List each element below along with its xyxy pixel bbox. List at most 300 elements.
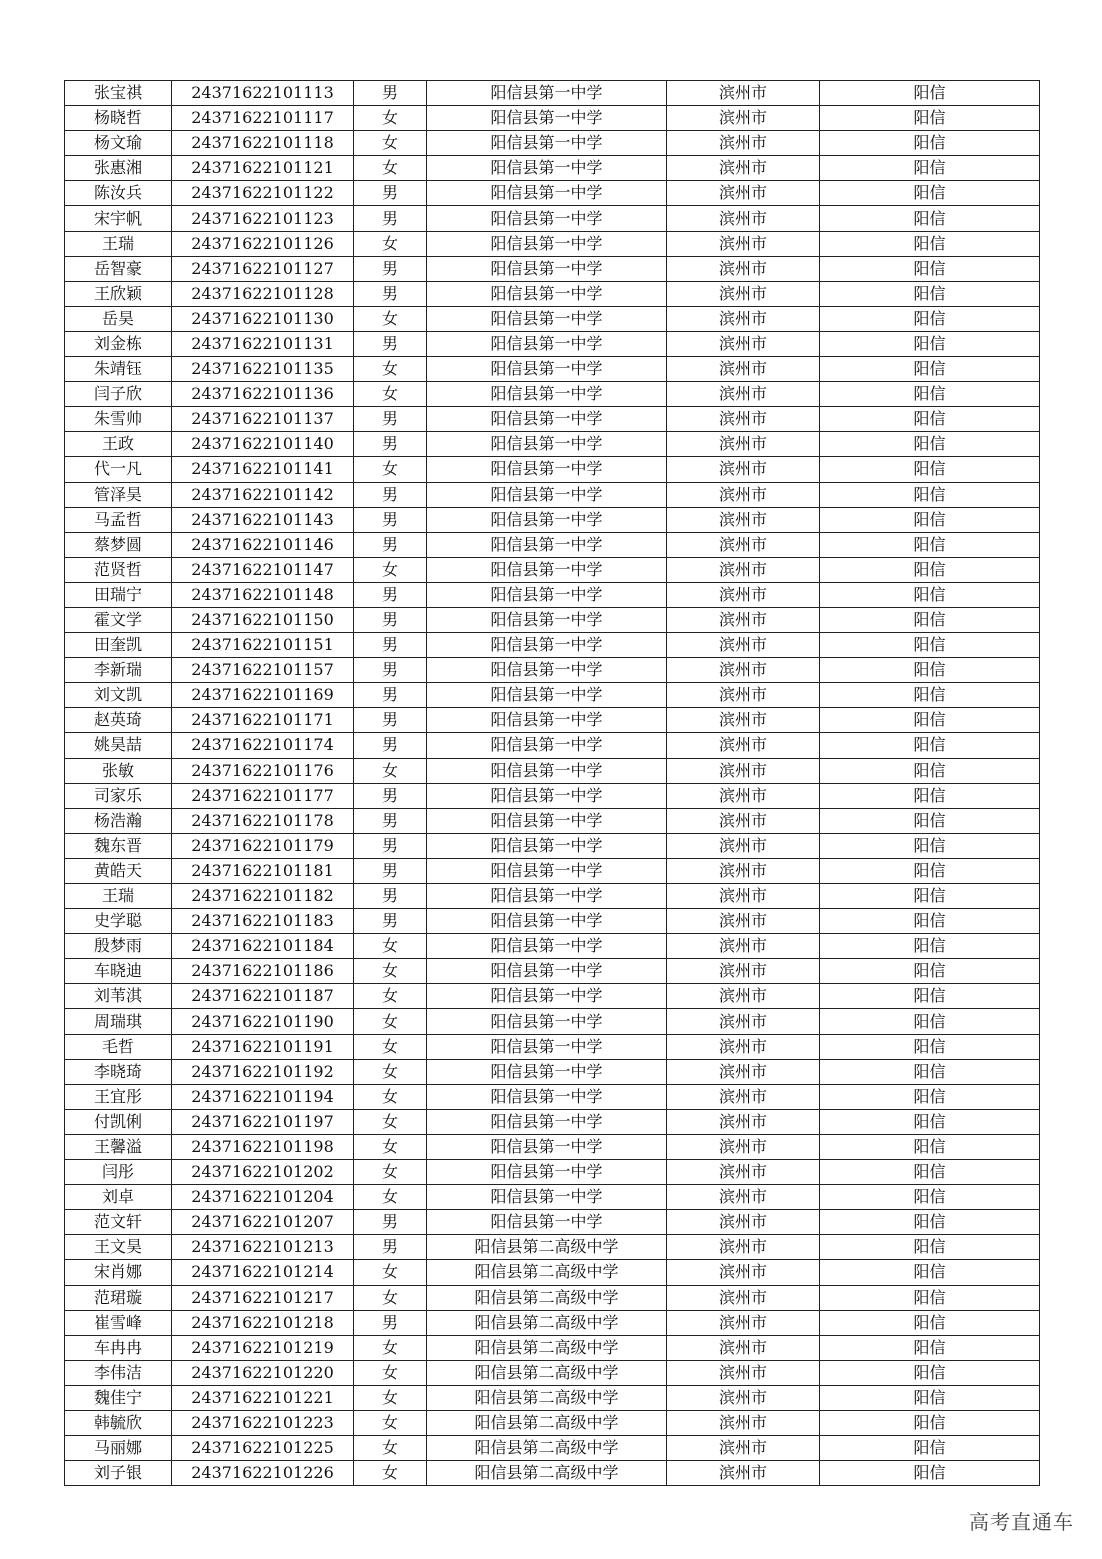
gender-cell: 女 [354, 457, 427, 482]
gender-cell: 女 [354, 1185, 427, 1210]
county-cell: 阳信 [820, 758, 1040, 783]
name-cell: 王馨溢 [65, 1134, 172, 1159]
table-row [65, 482, 1040, 507]
city-cell: 滨州市 [667, 1210, 820, 1235]
exam-number-cell: 24371622101176 [172, 758, 354, 783]
exam-number-cell: 24371622101186 [172, 959, 354, 984]
city-cell: 滨州市 [667, 557, 820, 582]
city-cell: 滨州市 [667, 482, 820, 507]
city-cell: 滨州市 [667, 758, 820, 783]
name-cell: 田奎凯 [65, 633, 172, 658]
name-cell: 刘金栋 [65, 331, 172, 356]
city-cell: 滨州市 [667, 984, 820, 1009]
county-cell: 阳信 [820, 457, 1040, 482]
table-row [65, 1310, 1040, 1335]
table-row [65, 783, 1040, 808]
school-cell: 阳信县第一中学 [427, 407, 667, 432]
city-cell: 滨州市 [667, 106, 820, 131]
county-cell: 阳信 [820, 507, 1040, 532]
table-row [65, 633, 1040, 658]
table-row [65, 1134, 1040, 1159]
name-cell: 刘子银 [65, 1461, 172, 1486]
county-cell: 阳信 [820, 808, 1040, 833]
school-cell: 阳信县第二高级中学 [427, 1310, 667, 1335]
gender-cell: 男 [354, 206, 427, 231]
exam-number-cell: 24371622101192 [172, 1059, 354, 1084]
name-cell: 崔雪峰 [65, 1310, 172, 1335]
school-cell: 阳信县第一中学 [427, 783, 667, 808]
table-row [65, 934, 1040, 959]
table-row [65, 909, 1040, 934]
name-cell: 韩毓欣 [65, 1410, 172, 1435]
gender-cell: 女 [354, 1134, 427, 1159]
name-cell: 刘文凯 [65, 683, 172, 708]
gender-cell: 男 [354, 808, 427, 833]
school-cell: 阳信县第一中学 [427, 357, 667, 382]
name-cell: 杨晓哲 [65, 106, 172, 131]
exam-number-cell: 24371622101147 [172, 557, 354, 582]
name-cell: 岳智豪 [65, 256, 172, 281]
exam-number-cell: 24371622101177 [172, 783, 354, 808]
school-cell: 阳信县第二高级中学 [427, 1436, 667, 1461]
county-cell: 阳信 [820, 959, 1040, 984]
gender-cell: 女 [354, 357, 427, 382]
exam-number-cell: 24371622101117 [172, 106, 354, 131]
school-cell: 阳信县第一中学 [427, 1109, 667, 1134]
table-row [65, 1009, 1040, 1034]
name-cell: 蔡梦圆 [65, 532, 172, 557]
name-cell: 张敏 [65, 758, 172, 783]
city-cell: 滨州市 [667, 959, 820, 984]
city-cell: 滨州市 [667, 582, 820, 607]
city-cell: 滨州市 [667, 507, 820, 532]
table-row [65, 658, 1040, 683]
gender-cell: 男 [354, 407, 427, 432]
county-cell: 阳信 [820, 1160, 1040, 1185]
watermark-text: 高考直通车 [969, 1510, 1074, 1534]
county-cell: 阳信 [820, 407, 1040, 432]
exam-number-cell: 24371622101137 [172, 407, 354, 432]
table-row [65, 106, 1040, 131]
gender-cell: 男 [354, 708, 427, 733]
exam-number-cell: 24371622101150 [172, 607, 354, 632]
county-cell: 阳信 [820, 607, 1040, 632]
table-row [65, 1410, 1040, 1435]
table-row [65, 1034, 1040, 1059]
gender-cell: 男 [354, 582, 427, 607]
roster-table [64, 80, 1040, 1486]
county-cell: 阳信 [820, 1360, 1040, 1385]
table-row [65, 407, 1040, 432]
school-cell: 阳信县第一中学 [427, 607, 667, 632]
gender-cell: 女 [354, 1461, 427, 1486]
name-cell: 史学聪 [65, 909, 172, 934]
school-cell: 阳信县第一中学 [427, 382, 667, 407]
city-cell: 滨州市 [667, 658, 820, 683]
gender-cell: 女 [354, 131, 427, 156]
exam-number-cell: 24371622101179 [172, 833, 354, 858]
table-row [65, 1160, 1040, 1185]
gender-cell: 女 [354, 758, 427, 783]
exam-number-cell: 24371622101197 [172, 1109, 354, 1134]
city-cell: 滨州市 [667, 934, 820, 959]
gender-cell: 男 [354, 507, 427, 532]
city-cell: 滨州市 [667, 156, 820, 181]
school-cell: 阳信县第一中学 [427, 156, 667, 181]
name-cell: 闫彤 [65, 1160, 172, 1185]
name-cell: 管泽昊 [65, 482, 172, 507]
county-cell: 阳信 [820, 382, 1040, 407]
school-cell: 阳信县第一中学 [427, 206, 667, 231]
gender-cell: 男 [354, 281, 427, 306]
city-cell: 滨州市 [667, 683, 820, 708]
school-cell: 阳信县第一中学 [427, 833, 667, 858]
county-cell: 阳信 [820, 1034, 1040, 1059]
city-cell: 滨州市 [667, 633, 820, 658]
name-cell: 王政 [65, 432, 172, 457]
county-cell: 阳信 [820, 1335, 1040, 1360]
city-cell: 滨州市 [667, 1235, 820, 1260]
city-cell: 滨州市 [667, 1134, 820, 1159]
city-cell: 滨州市 [667, 206, 820, 231]
gender-cell: 女 [354, 1260, 427, 1285]
city-cell: 滨州市 [667, 306, 820, 331]
county-cell: 阳信 [820, 306, 1040, 331]
city-cell: 滨州市 [667, 181, 820, 206]
school-cell: 阳信县第一中学 [427, 1134, 667, 1159]
table-row [65, 1385, 1040, 1410]
name-cell: 代一凡 [65, 457, 172, 482]
exam-number-cell: 24371622101204 [172, 1185, 354, 1210]
county-cell: 阳信 [820, 1109, 1040, 1134]
table-row [65, 1235, 1040, 1260]
exam-number-cell: 24371622101207 [172, 1210, 354, 1235]
name-cell: 魏佳宁 [65, 1385, 172, 1410]
school-cell: 阳信县第一中学 [427, 1034, 667, 1059]
table-row [65, 382, 1040, 407]
gender-cell: 男 [354, 833, 427, 858]
name-cell: 张宝祺 [65, 81, 172, 106]
school-cell: 阳信县第一中学 [427, 1009, 667, 1034]
exam-number-cell: 24371622101118 [172, 131, 354, 156]
school-cell: 阳信县第一中学 [427, 708, 667, 733]
city-cell: 滨州市 [667, 1385, 820, 1410]
name-cell: 范文轩 [65, 1210, 172, 1235]
table-row [65, 156, 1040, 181]
gender-cell: 女 [354, 557, 427, 582]
city-cell: 滨州市 [667, 131, 820, 156]
county-cell: 阳信 [820, 357, 1040, 382]
school-cell: 阳信县第一中学 [427, 683, 667, 708]
city-cell: 滨州市 [667, 909, 820, 934]
gender-cell: 女 [354, 382, 427, 407]
table-row [65, 1260, 1040, 1285]
exam-number-cell: 24371622101140 [172, 432, 354, 457]
school-cell: 阳信县第二高级中学 [427, 1385, 667, 1410]
school-cell: 阳信县第一中学 [427, 532, 667, 557]
county-cell: 阳信 [820, 156, 1040, 181]
table-row [65, 984, 1040, 1009]
gender-cell: 男 [354, 683, 427, 708]
city-cell: 滨州市 [667, 1461, 820, 1486]
school-cell: 阳信县第一中学 [427, 1185, 667, 1210]
gender-cell: 女 [354, 156, 427, 181]
roster-body [65, 81, 1040, 1486]
school-cell: 阳信县第一中学 [427, 733, 667, 758]
exam-number-cell: 24371622101127 [172, 256, 354, 281]
gender-cell: 男 [354, 783, 427, 808]
name-cell: 张惠湘 [65, 156, 172, 181]
city-cell: 滨州市 [667, 1034, 820, 1059]
county-cell: 阳信 [820, 833, 1040, 858]
school-cell: 阳信县第一中学 [427, 457, 667, 482]
exam-number-cell: 24371622101122 [172, 181, 354, 206]
table-row [65, 331, 1040, 356]
gender-cell: 男 [354, 181, 427, 206]
school-cell: 阳信县第一中学 [427, 482, 667, 507]
county-cell: 阳信 [820, 984, 1040, 1009]
city-cell: 滨州市 [667, 1310, 820, 1335]
name-cell: 朱靖钰 [65, 357, 172, 382]
gender-cell: 女 [354, 1436, 427, 1461]
name-cell: 岳昊 [65, 306, 172, 331]
city-cell: 滨州市 [667, 331, 820, 356]
exam-number-cell: 24371622101121 [172, 156, 354, 181]
table-row [65, 959, 1040, 984]
city-cell: 滨州市 [667, 884, 820, 909]
name-cell: 马丽娜 [65, 1436, 172, 1461]
school-cell: 阳信县第二高级中学 [427, 1410, 667, 1435]
school-cell: 阳信县第一中学 [427, 181, 667, 206]
county-cell: 阳信 [820, 1461, 1040, 1486]
table-row [65, 357, 1040, 382]
county-cell: 阳信 [820, 1285, 1040, 1310]
county-cell: 阳信 [820, 482, 1040, 507]
school-cell: 阳信县第一中学 [427, 884, 667, 909]
name-cell: 魏东晋 [65, 833, 172, 858]
county-cell: 阳信 [820, 131, 1040, 156]
school-cell: 阳信县第一中学 [427, 959, 667, 984]
school-cell: 阳信县第一中学 [427, 633, 667, 658]
city-cell: 滨州市 [667, 1285, 820, 1310]
school-cell: 阳信县第一中学 [427, 281, 667, 306]
table-row [65, 557, 1040, 582]
exam-number-cell: 24371622101146 [172, 532, 354, 557]
exam-number-cell: 24371622101143 [172, 507, 354, 532]
exam-number-cell: 24371622101169 [172, 683, 354, 708]
gender-cell: 男 [354, 884, 427, 909]
city-cell: 滨州市 [667, 1360, 820, 1385]
county-cell: 阳信 [820, 1185, 1040, 1210]
school-cell: 阳信县第一中学 [427, 557, 667, 582]
gender-cell: 女 [354, 1009, 427, 1034]
name-cell: 刘苇淇 [65, 984, 172, 1009]
table-row [65, 206, 1040, 231]
exam-number-cell: 24371622101135 [172, 357, 354, 382]
school-cell: 阳信县第一中学 [427, 758, 667, 783]
gender-cell: 女 [354, 984, 427, 1009]
county-cell: 阳信 [820, 934, 1040, 959]
table-row [65, 884, 1040, 909]
gender-cell: 女 [354, 1059, 427, 1084]
exam-number-cell: 24371622101221 [172, 1385, 354, 1410]
gender-cell: 男 [354, 1235, 427, 1260]
name-cell: 殷梦雨 [65, 934, 172, 959]
table-row [65, 1285, 1040, 1310]
school-cell: 阳信县第二高级中学 [427, 1335, 667, 1360]
city-cell: 滨州市 [667, 1436, 820, 1461]
city-cell: 滨州市 [667, 1335, 820, 1360]
exam-number-cell: 24371622101130 [172, 306, 354, 331]
name-cell: 霍文学 [65, 607, 172, 632]
school-cell: 阳信县第一中学 [427, 858, 667, 883]
exam-number-cell: 24371622101178 [172, 808, 354, 833]
county-cell: 阳信 [820, 1084, 1040, 1109]
exam-number-cell: 24371622101182 [172, 884, 354, 909]
table-row [65, 833, 1040, 858]
exam-number-cell: 24371622101226 [172, 1461, 354, 1486]
county-cell: 阳信 [820, 532, 1040, 557]
exam-number-cell: 24371622101142 [172, 482, 354, 507]
exam-number-cell: 24371622101131 [172, 331, 354, 356]
exam-number-cell: 24371622101136 [172, 382, 354, 407]
school-cell: 阳信县第一中学 [427, 507, 667, 532]
exam-number-cell: 24371622101151 [172, 633, 354, 658]
county-cell: 阳信 [820, 1134, 1040, 1159]
city-cell: 滨州市 [667, 1160, 820, 1185]
table-row [65, 1084, 1040, 1109]
school-cell: 阳信县第一中学 [427, 231, 667, 256]
exam-number-cell: 24371622101184 [172, 934, 354, 959]
gender-cell: 男 [354, 1210, 427, 1235]
county-cell: 阳信 [820, 1210, 1040, 1235]
name-cell: 毛哲 [65, 1034, 172, 1059]
city-cell: 滨州市 [667, 783, 820, 808]
school-cell: 阳信县第一中学 [427, 331, 667, 356]
exam-number-cell: 24371622101171 [172, 708, 354, 733]
table-row [65, 457, 1040, 482]
name-cell: 宋肖娜 [65, 1260, 172, 1285]
county-cell: 阳信 [820, 81, 1040, 106]
exam-number-cell: 24371622101181 [172, 858, 354, 883]
table-row [65, 306, 1040, 331]
exam-number-cell: 24371622101191 [172, 1034, 354, 1059]
name-cell: 杨浩瀚 [65, 808, 172, 833]
table-row [65, 432, 1040, 457]
name-cell: 范贤哲 [65, 557, 172, 582]
city-cell: 滨州市 [667, 357, 820, 382]
exam-number-cell: 24371622101187 [172, 984, 354, 1009]
county-cell: 阳信 [820, 683, 1040, 708]
name-cell: 杨文瑜 [65, 131, 172, 156]
city-cell: 滨州市 [667, 231, 820, 256]
city-cell: 滨州市 [667, 256, 820, 281]
exam-number-cell: 24371622101123 [172, 206, 354, 231]
table-row [65, 131, 1040, 156]
exam-number-cell: 24371622101190 [172, 1009, 354, 1034]
school-cell: 阳信县第一中学 [427, 81, 667, 106]
table-row [65, 231, 1040, 256]
school-cell: 阳信县第一中学 [427, 984, 667, 1009]
name-cell: 付凯俐 [65, 1109, 172, 1134]
gender-cell: 男 [354, 81, 427, 106]
city-cell: 滨州市 [667, 708, 820, 733]
school-cell: 阳信县第二高级中学 [427, 1461, 667, 1486]
school-cell: 阳信县第一中学 [427, 1210, 667, 1235]
gender-cell: 男 [354, 482, 427, 507]
city-cell: 滨州市 [667, 1059, 820, 1084]
school-cell: 阳信县第一中学 [427, 306, 667, 331]
name-cell: 黄皓天 [65, 858, 172, 883]
county-cell: 阳信 [820, 708, 1040, 733]
name-cell: 车晓迪 [65, 959, 172, 984]
name-cell: 闫子欣 [65, 382, 172, 407]
county-cell: 阳信 [820, 281, 1040, 306]
exam-number-cell: 24371622101198 [172, 1134, 354, 1159]
city-cell: 滨州市 [667, 532, 820, 557]
city-cell: 滨州市 [667, 1109, 820, 1134]
table-row [65, 858, 1040, 883]
name-cell: 田瑞宁 [65, 582, 172, 607]
city-cell: 滨州市 [667, 858, 820, 883]
table-row [65, 1210, 1040, 1235]
gender-cell: 女 [354, 106, 427, 131]
school-cell: 阳信县第一中学 [427, 256, 667, 281]
county-cell: 阳信 [820, 106, 1040, 131]
school-cell: 阳信县第二高级中学 [427, 1285, 667, 1310]
city-cell: 滨州市 [667, 833, 820, 858]
county-cell: 阳信 [820, 1385, 1040, 1410]
table-row [65, 582, 1040, 607]
city-cell: 滨州市 [667, 1260, 820, 1285]
city-cell: 滨州市 [667, 607, 820, 632]
city-cell: 滨州市 [667, 1084, 820, 1109]
name-cell: 李伟洁 [65, 1360, 172, 1385]
exam-number-cell: 24371622101202 [172, 1160, 354, 1185]
table-row [65, 1461, 1040, 1486]
gender-cell: 男 [354, 733, 427, 758]
city-cell: 滨州市 [667, 1185, 820, 1210]
table-row [65, 281, 1040, 306]
school-cell: 阳信县第一中学 [427, 1084, 667, 1109]
gender-cell: 男 [354, 633, 427, 658]
gender-cell: 女 [354, 1084, 427, 1109]
gender-cell: 男 [354, 858, 427, 883]
school-cell: 阳信县第一中学 [427, 934, 667, 959]
gender-cell: 女 [354, 1160, 427, 1185]
name-cell: 周瑞琪 [65, 1009, 172, 1034]
exam-number-cell: 24371622101194 [172, 1084, 354, 1109]
gender-cell: 女 [354, 306, 427, 331]
city-cell: 滨州市 [667, 382, 820, 407]
gender-cell: 男 [354, 331, 427, 356]
county-cell: 阳信 [820, 1410, 1040, 1435]
county-cell: 阳信 [820, 858, 1040, 883]
exam-number-cell: 24371622101213 [172, 1235, 354, 1260]
exam-number-cell: 24371622101128 [172, 281, 354, 306]
county-cell: 阳信 [820, 1059, 1040, 1084]
gender-cell: 男 [354, 532, 427, 557]
name-cell: 王宜彤 [65, 1084, 172, 1109]
county-cell: 阳信 [820, 884, 1040, 909]
table-row [65, 1109, 1040, 1134]
school-cell: 阳信县第一中学 [427, 658, 667, 683]
name-cell: 李晓琦 [65, 1059, 172, 1084]
exam-number-cell: 24371622101220 [172, 1360, 354, 1385]
county-cell: 阳信 [820, 909, 1040, 934]
city-cell: 滨州市 [667, 1009, 820, 1034]
city-cell: 滨州市 [667, 457, 820, 482]
